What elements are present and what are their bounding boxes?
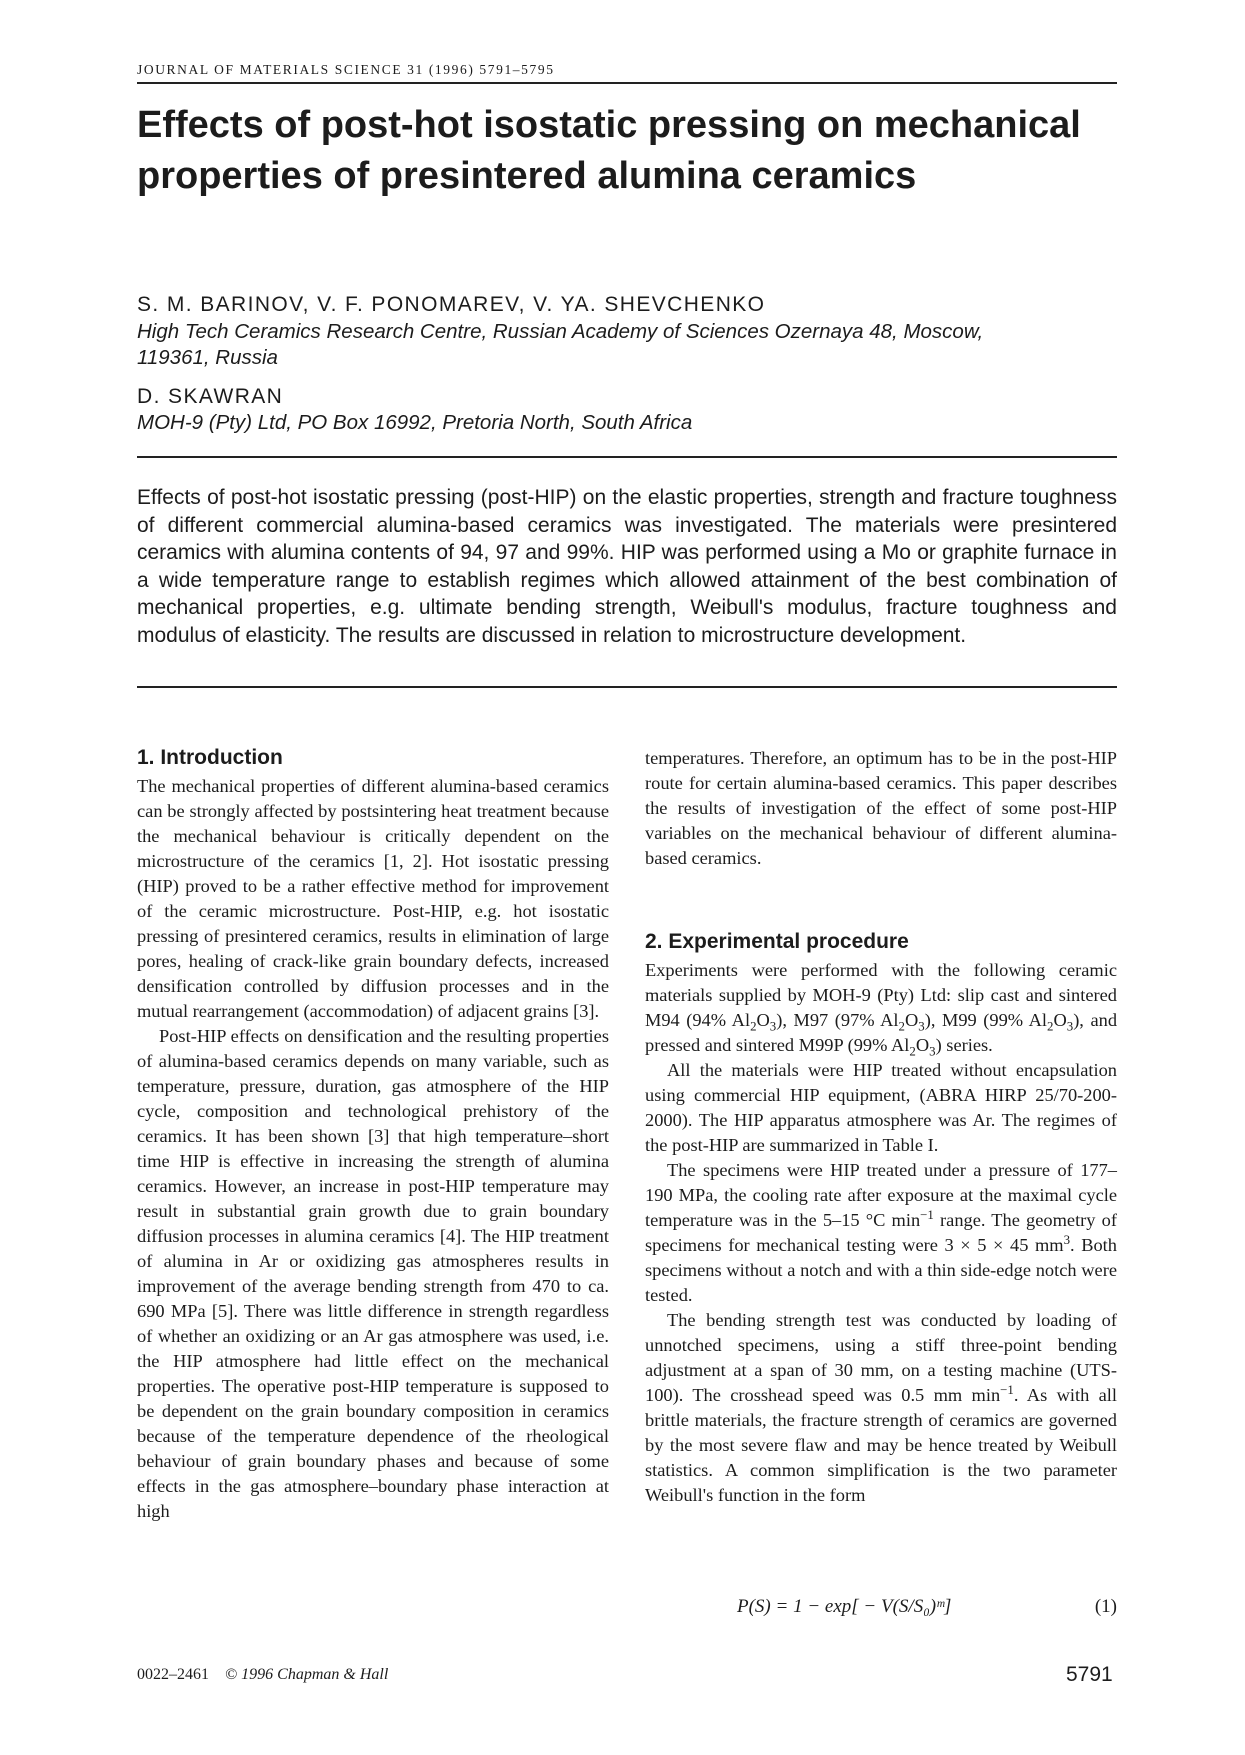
section-gap	[645, 871, 1117, 929]
experimental-paragraph-2: All the materials were HIP treated without encapsulation using commercial HIP equipment, (ABRA HIRP 25/70-200-2000). The HIP apparatus atmosphere was Ar. The regimes of the post-HIP are summarized in Table I.	[645, 1060, 1117, 1155]
intro-paragraph-2: Post-HIP effects on densification and the resulting properties of alumina-based ceramics depends on many variable, such as temperature, pressure, duration, gas atmosphere of the HIP cycle, composition and technological prehistory of the ceramics. It has been shown [3] that high temperature–short time HIP is effective in increasing the strength of alumina ceramics. However, an increase in post-HIP temperature may result in substantial grain growth due to grain boundary diffusion processes in alumina ceramics [4]. The HIP treatment of alumina in Ar or oxidizing gas atmospheres results in improvement of the average bending strength from 470 to ca. 690 MPa [5]. There was little difference in strength regardless of whether an oxidizing or an Ar gas atmosphere was used, i.e. the HIP atmosphere had little effect on the mechanical properties. The operative post-HIP temperature is supposed to be dependent on the grain boundary composition in ceramics because of the temperature dependence of the rheological behaviour of grain boundary phases and because of some effects in the gas atmosphere–boundary phase interaction at high	[137, 1026, 609, 1521]
journal-header: JOURNAL OF MATERIALS SCIENCE 31 (1996) 5791–5795	[137, 62, 555, 77]
section-heading-introduction: 1. Introduction	[137, 746, 283, 769]
intro-paragraph-1: The mechanical properties of different alumina-based ceramics can be strongly affected by postsintering heat treatment because the mechanical behaviour is critically dependent on the microstructure of the ceramics [1, 2]. Hot isostatic pressing (HIP) proved to be a rather effective method for improvement of the ceramic microstructure. Post-HIP, e.g. hot isostatic pressing of presintered ceramics, results in elimination of large pores, healing of crack-like grain boundary defects, increased densification controlled by diffusion processes and in the mutual rearrangement (accommodation) of adjacent grains [3].	[137, 776, 609, 1021]
footer-citation	[137, 1666, 388, 1684]
abstract-top-rule	[137, 456, 1117, 458]
affiliation-2: MOH-9 (Pty) Ltd, PO Box 16992, Pretoria North, South Africa	[137, 411, 693, 434]
equation-1	[645, 1596, 1117, 1626]
experimental-paragraph-4: The bending strength test was conducted by loading of unnotched specimens, using a stiff three-point bending adjustment at a span of 30 mm, on a testing machine (UTS-100). The crosshead speed was 0.5 mm $\min^{-1}$. As with all brittle materials, the fracture strength of ceramics are governed by the most severe flaw and may be hence treated by Weibull statistics. A common simplification is the two parameter Weibull's function in the form	[645, 1310, 1118, 1505]
abstract: Effects of post-hot isostatic pressing (post-HIP) on the elastic properties, strength and fracture toughness of different commercial alumina-based ceramics was investigated. The materials were presintered ceramics with alumina contents of 94, 97 and 99%. HIP was performed using a Mo or graphite furnace in a wide temperature range to establish regimes which allowed attainment of the best combination of mechanical properties, e.g. ultimate bending strength, Weibull's modulus, fracture toughness and modulus of elasticity. The results are discussed in relation to microstructure development.	[137, 486, 1117, 647]
intro-paragraph-3: temperatures. Therefore, an optimum has to be in the post-HIP route for certain alumina-based ceramics. This paper describes the results of investigation of the effect of some post-HIP variables on the mechanical behaviour of different alumina-based ceramics.	[645, 748, 1117, 868]
experimental-paragraph-1: Experiments were performed with the following ceramic materials supplied by MOH-9 (Pty) Ltd: slip cast and sintered M94 (94% $Al_2O_3$), M97 (97% $Al_2O_3$), M99 (99% $Al_2O_3$), and pressed and sintered M99P (99% $Al_2O_3$) series.	[645, 960, 1118, 1059]
equation-text: P(S) = 1 − exp[ − V(S/S₀)ᵐ]	[737, 1596, 952, 1617]
copyright: © 1996 Chapman & Hall	[225, 1666, 389, 1683]
issn: 0022–2461	[137, 1666, 209, 1683]
affiliation-1: High Tech Ceramics Research Centre, Russian Academy of Sciences Ozernaya 48, Moscow, 119361, Russia	[137, 320, 984, 369]
page-number: 5791	[1066, 1663, 1113, 1686]
equation-number: (1)	[1094, 1596, 1117, 1617]
left-column	[137, 745, 609, 1524]
section-heading-experimental: 2. Experimental procedure	[645, 930, 909, 953]
paper-title: Effects of post-hot isostatic pressing on mechanical properties of presintered alumina ceramics	[137, 104, 1081, 197]
right-column	[645, 746, 1117, 1508]
author-group-1: S. M. BARINOV, V. F. PONOMAREV, V. YA. SHEVCHENKO	[137, 293, 766, 316]
header-rule	[137, 82, 1117, 84]
abstract-bottom-rule	[137, 686, 1117, 688]
author-group-2: D. SKAWRAN	[137, 385, 284, 408]
experimental-paragraph-3: The specimens were HIP treated under a pressure of 177–190 MPa, the cooling rate after exposure at the maximal cycle temperature was in the 5–15 °C $\min^{-1}$ range. The geometry of specimens for mechanical testing were 3 × 5 × 45 $mm^3$. Both specimens without a notch and with a thin side-edge notch were tested.	[645, 1160, 1117, 1305]
